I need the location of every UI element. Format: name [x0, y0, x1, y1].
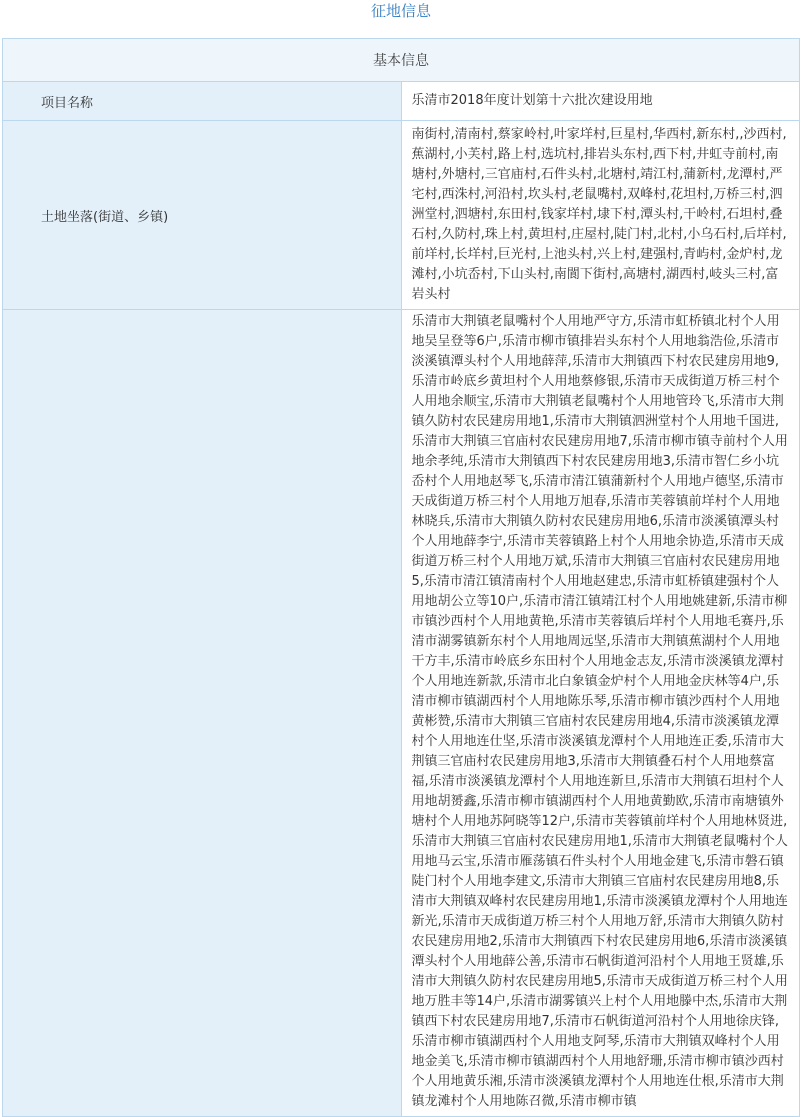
table-row [3, 310, 800, 1117]
location-value: 南街村,清南村,蔡家岭村,叶家垟村,巨星村,华西村,新东村,,沙西村,蕉湖村,小芙村,路上村,选坑村,排岩头东村,西下村,井虹寺前村,南塘村,外塘村,三官庙村,石件头村,北塘村,靖江村,蒲新村,龙潭村,严宅村,西洙村,河沿村,坎头村,老鼠嘴村,双峰村,花坦村,万桥三村,泗洲堂村,泗塘村,东田村,钱家垟村,埭下村,潭头村,干岭村,石坦村,叠石村,久防村,珠上村,黄坦村,庄屋村,陡门村,北村,小乌石村,后垟村,前垟村,长垟村,巨光村,上池头村,兴上村,建强村,青屿村,金炉村,龙滩村,小坑岙村,下山头村,南閬下街村,高塘村,湖西村,岐头三村,富岩头村 [401, 121, 800, 310]
location-label: 土地坐落(街道、乡镇) [3, 121, 402, 310]
land-use-subjects-value: 乐清市大荆镇老鼠嘴村个人用地严守方,乐清市虹桥镇北村个人用地吴呈登等6户,乐清市柳市镇排岩头东村个人用地翁浩俭,乐清市淡溪镇潭头村个人用地薛萍,乐清市大荆镇西下村农民建房用地9,乐清市岭底乡黄坦村个人用地蔡修银,乐清市天成街道万桥三村个人用地余顺宝,乐清市大荆镇老鼠嘴村个人用地管玲飞,乐清市大荆镇久防村农民建房用地1,乐清市大荆镇泗洲堂村个人用地千国进,乐清市大荆镇三官庙村农民建房用地7,乐清市柳市镇寺前村个人用地余孝纯,乐清市大荆镇西下村农民建房用地3,乐清市智仁乡小坑岙村个人用地赵琴飞,乐清市清江镇蒲新村个人用地卢德坚,乐清市天成街道万桥三村个人用地万旭春,乐清市芙蓉镇前垟村个人用地林晓兵,乐清市大荆镇久防村农民建房用地6,乐清市淡溪镇潭头村个人用地薛李宁,乐清市芙蓉镇路上村个人用地余协造,乐清市天成街道万桥三村个人用地万斌,乐清市大荆镇三官庙村农民建房用地5,乐清市清江镇清南村个人用地赵建忠,乐清市虹桥镇建强村个人用地胡公立等10户,乐清市清江镇靖江村个人用地姚建新,乐清市柳市镇沙西村个人用地黄艳,乐清市芙蓉镇后垟村个人用地毛赛丹,乐清市湖雾镇新东村个人用地周远坚,乐清市大荆镇蕉湖村个人用地干方丰,乐清市岭底乡东田村个人用地金志友,乐清市淡溪镇龙潭村个人用地连新款,乐清市北白象镇金炉村个人用地金庆林等4户,乐清市柳市镇湖西村个人用地陈乐琴,乐清市柳市镇沙西村个人用地黄彬赞,乐清市大荆镇三官庙村农民建房用地4,乐清市淡溪镇龙潭村个人用地连仕坚,乐清市淡溪镇龙潭村个人用地连正委,乐清市大荆镇三官庙村农民建房用地3,乐清市大荆镇叠石村个人用地蔡富福,乐清市淡溪镇龙潭村个人用地连新旦,乐清市大荆镇石坦村个人用地胡赟鑫,乐清市柳市镇湖西村个人用地黄勤欧,乐清市南塘镇外塘村个人用地苏阿晓等12户,乐清市芙蓉镇前垟村个人用地林贤进,乐清市大荆镇三官庙村农民建房用地1,乐清市大荆镇老鼠嘴村个人用地马云宝,乐清市雁荡镇石件头村个人用地金建飞,乐清市磐石镇陡门村个人用地李建文,乐清市大荆镇三官庙村农民建房用地8,乐清市大荆镇双峰村农民建房用地1,乐清市淡溪镇龙潭村个人用地连新光,乐清市天成街道万桥三村个人用地万舒,乐清市大荆镇久防村农民建房用地2,乐清市大荆镇西下村农民建房用地6,乐清市淡溪镇潭头村个人用地薛公善,乐清市石帆街道河沿村个人用地王贤雄,乐清市大荆镇久防村农民建房用地5,乐清市天成街道万桥三村个人用地万胜丰等14户,乐清市湖雾镇兴上村个人用地滕中杰,乐清市大荆镇西下村农民建房用地7,乐清市石帆街道河沿村个人用地徐庆锋,乐清市柳市镇湖西村个人用地支阿琴,乐清市大荆镇双峰村个人用地金美飞,乐清市柳市镇湖西村个人用地舒珊,乐清市柳市镇沙西村个人用地黄乐湘,乐清市淡溪镇龙潭村个人用地连仕根,乐清市大荆镇龙滩村个人用地陈召微,乐清市柳市镇 [401, 310, 800, 1117]
section-title: 基本信息 [3, 39, 800, 82]
land-use-subjects-label [3, 310, 402, 1117]
table-row [3, 82, 800, 121]
table-row [3, 121, 800, 310]
basic-info-table [2, 38, 800, 1117]
page-title: 征地信息 [370, 2, 431, 20]
project-name-value: 乐清市2018年度计划第十六批次建设用地 [401, 82, 800, 121]
basic-info-panel [2, 38, 800, 1117]
project-name-label: 项目名称 [3, 82, 402, 121]
